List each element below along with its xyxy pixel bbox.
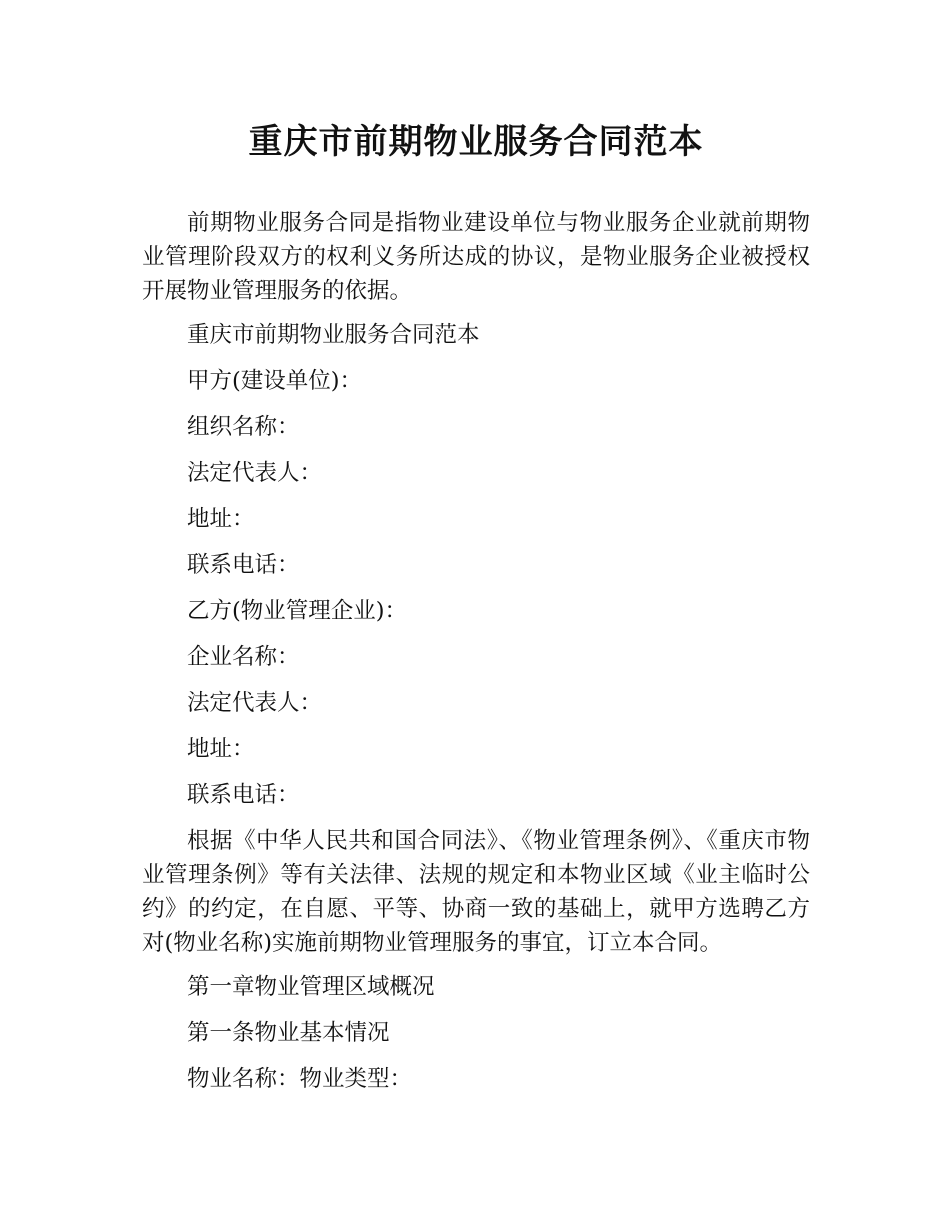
party-a-org-name: 组织名称： (187, 414, 300, 440)
property-name-type: 物业名称：物业类型： (187, 1066, 413, 1092)
intro-paragraph: 前期物业服务合同是指物业建设单位与物业服务企业就前期物业管理阶段双方的权利义务所达成的协议，是物业服务企业被授权开展物业管理服务的依据。 (142, 210, 810, 304)
article-one-heading: 第一条物业基本情况 (187, 1020, 390, 1046)
contract-subtitle: 重庆市前期物业服务合同范本 (187, 322, 480, 348)
party-b-phone: 联系电话： (187, 782, 300, 808)
party-b-legal-rep: 法定代表人： (187, 690, 323, 716)
party-a-address: 地址： (187, 506, 255, 532)
party-b-heading: 乙方(物业管理企业)： (187, 598, 408, 624)
party-a-phone: 联系电话： (187, 552, 300, 578)
chapter-one-heading: 第一章物业管理区域概况 (187, 974, 435, 1000)
party-b-address: 地址： (187, 736, 255, 762)
document-body (142, 206, 810, 1096)
party-b-company-name: 企业名称： (187, 644, 300, 670)
party-a-legal-rep: 法定代表人： (187, 460, 323, 486)
party-a-heading: 甲方(建设单位)： (187, 368, 363, 394)
document-title: 重庆市前期物业服务合同范本 (248, 122, 704, 162)
document-page (142, 118, 810, 1108)
legal-basis-paragraph: 根据《中华人民共和国合同法》、《物业管理条例》、《重庆市物业管理条例》等有关法律、法规的规定和本物业区域《业主临时公约》的约定，在自愿、平等、协商一致的基础上，就甲方选聘乙方对(物业名称)实施前期物业管理服务的事宜，订立本合同。 (142, 828, 810, 956)
